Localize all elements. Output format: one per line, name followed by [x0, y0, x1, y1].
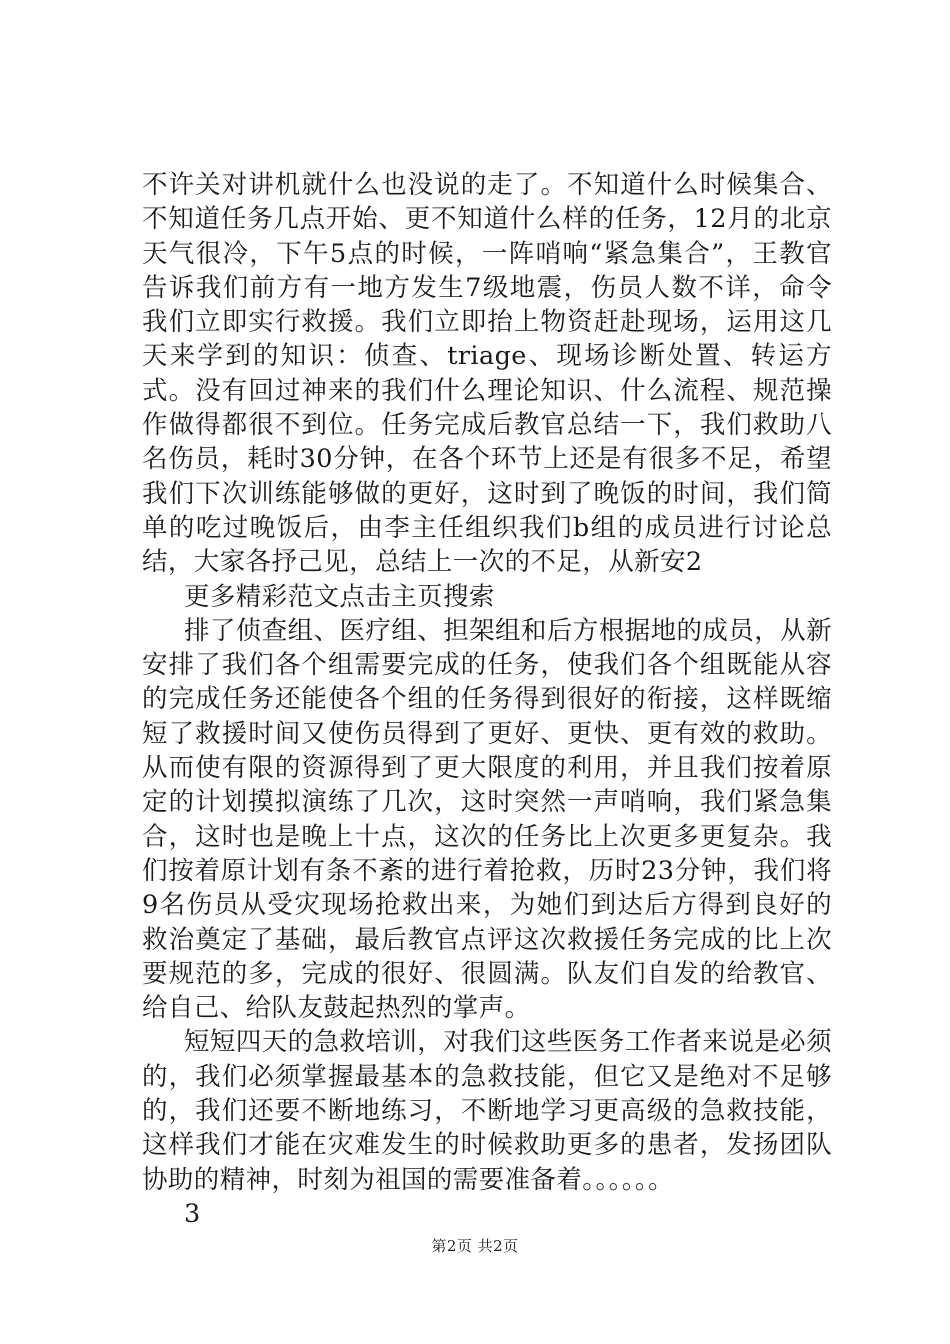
document-body — [142, 168, 832, 1231]
section-number: 3 — [184, 1198, 201, 1229]
paragraph-training-exercise: 排了侦查组、医疗组、担架组和后方根据地的成员，从新安排了我们各个组需要完成的任务，使我们各个组既能从容的完成任务还能使各个组的任务得到很好的衔接，这样既缩短了救援时间又使伤员得到了更好、更快、更有效的救助。从而使有限的资源得到了更大限度的利用，并且我们按着原定的计划摸拟演练了几次，这时突然一声哨响，我们紧急集合，这时也是晚上十点，这次的任务比上次更多更复杂。我们按着原计划有条不紊的进行着抢救，历时23分钟，我们将9名伤员从受灾现场抢救出来，为她们到达后方得到良好的救治奠定了基础，最后教官点评这次救援任务完成的比上次要规范的多，完成的很好、很圆满。队友们自发的给教官、给自己、给队友鼓起热烈的掌声。 — [142, 615, 832, 1024]
paragraph-continuation: 不许关对讲机就什么也没说的走了。不知道什么时候集合、不知道任务几点开始、更不知道什么样的任务，12月的北京天气很冷，下午5点的时候，一阵哨响“紧急集合”，王教官告诉我们前方有一地方发生7级地震，伤员人数不详，命令我们立即实行救援。我们立即抬上物资赶赴现场，运用这几天来学到的知识：侦查、triage、现场诊断处置、转运方式。没有回过神来的我们什么理论知识、什么流程、规范操作做得都很不到位。任务完成后教官总结一下，我们救助八名伤员，耗时30分钟，在各个环节上还是有很多不足，希望我们下次训练能够做的更好，这时到了晚饭的时间，我们简单的吃过晚饭后，由李主任组织我们b组的成员进行讨论总结，大家各抒己见，总结上一次的不足，从新安2 — [142, 170, 832, 578]
promo-line: 更多精彩范文点击主页搜索 — [184, 581, 495, 612]
paragraph-conclusion: 短短四天的急救培训，对我们这些医务工作者来说是必须的，我们必须掌握最基本的急救技能，但它又是绝对不足够的，我们还要不断地练习，不断地学习更高级的急救技能，这样我们才能在灾难发生的时候救助更多的患者，发扬团队协助的精神，时刻为祖国的需要准备着。。。。。。 — [142, 1027, 832, 1195]
page-footer: 第2页 共2页 — [431, 1237, 519, 1255]
